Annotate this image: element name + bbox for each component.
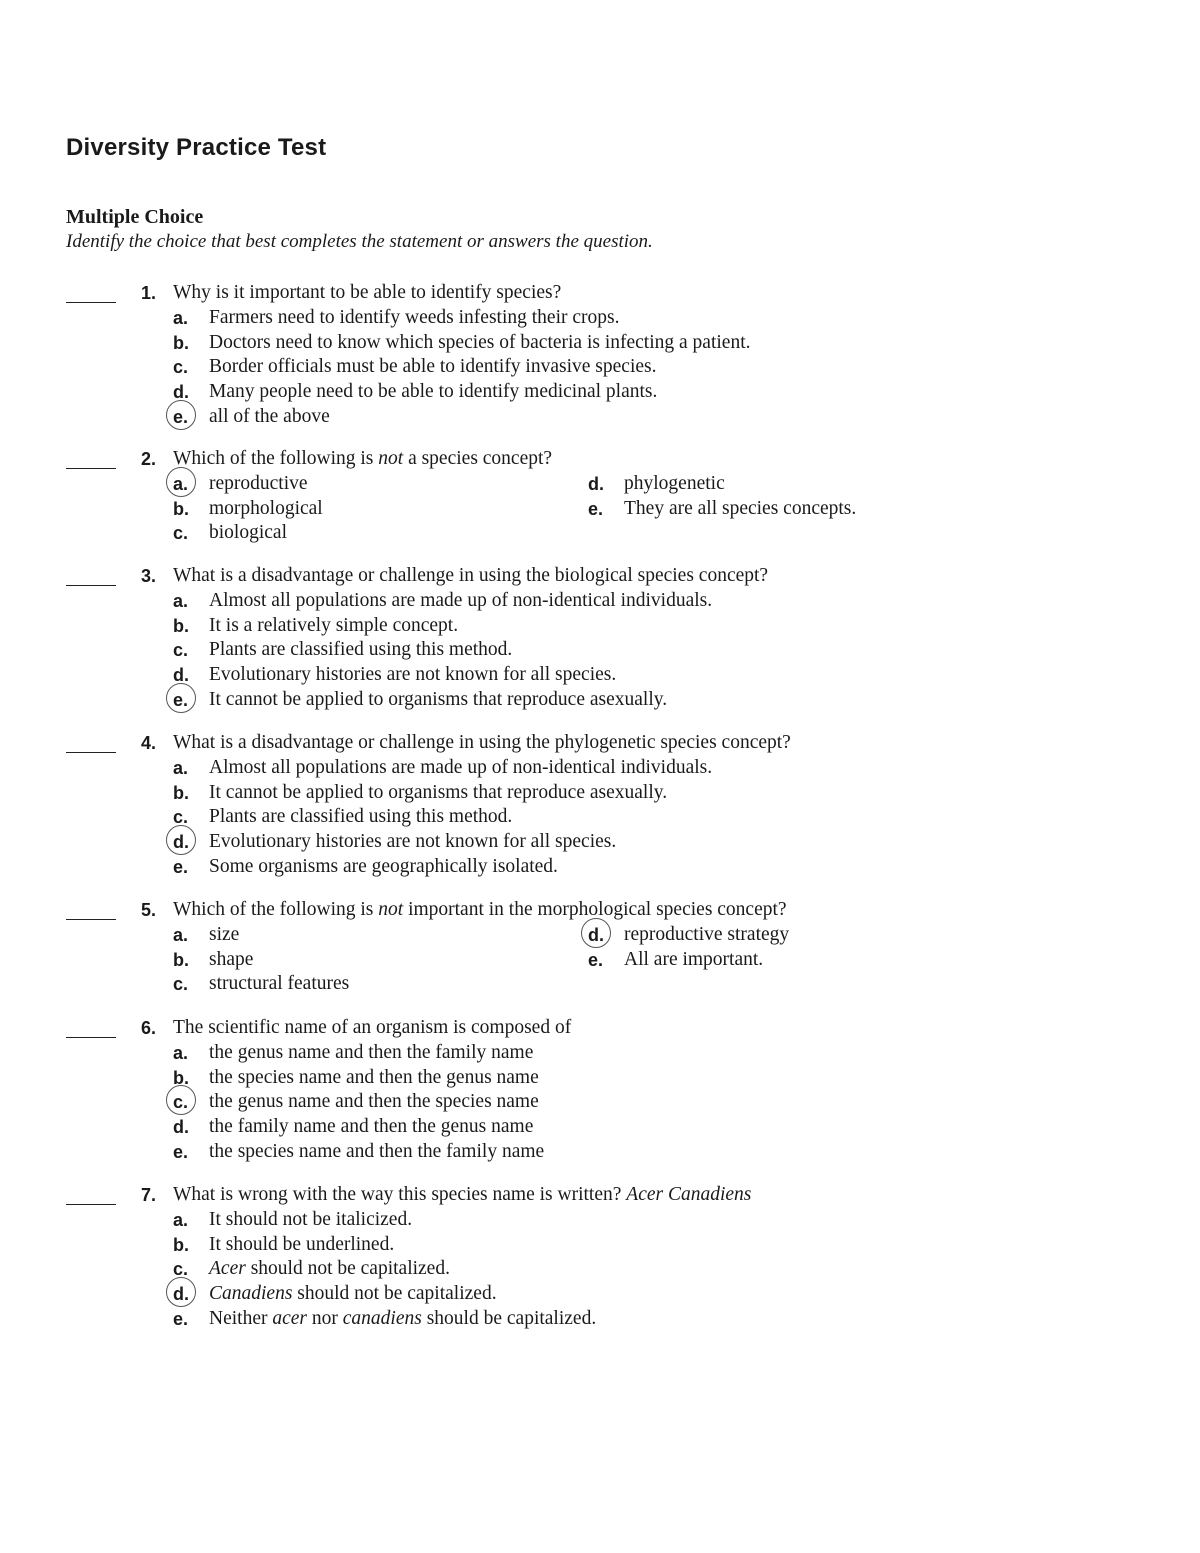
option-letter: c. [173, 640, 189, 661]
text-run: the genus name and then the family name [209, 1041, 534, 1063]
option-text [209, 973, 349, 995]
section-heading: Multiple Choice [66, 206, 204, 228]
text-run: Evolutionary histories are not known for all species. [209, 664, 617, 686]
option-text [209, 381, 657, 403]
text-run: Evolutionary histories are not known for all species. [209, 831, 617, 853]
option-text [209, 1258, 450, 1280]
option-text [624, 949, 763, 971]
answer-circle-mark [581, 918, 611, 948]
option-letter: e. [588, 498, 604, 519]
question-stem [173, 732, 791, 754]
text-run: What is a disadvantage or challenge in using the biological species concept? [173, 565, 769, 586]
question-stem [173, 899, 787, 921]
option-letter: b. [173, 782, 189, 803]
option-letter: b. [173, 498, 189, 519]
text-run: Doctors need to know which species of bacteria is infecting a patient. [209, 331, 751, 353]
text-run: Which of the following is [173, 448, 379, 469]
text-run: shape [209, 948, 254, 970]
text-run: Border officials must be able to identify invasive species. [209, 356, 657, 378]
option-text [209, 1042, 533, 1064]
option-text [209, 782, 667, 804]
option-text [209, 1116, 533, 1138]
italic-text: Canadiens [209, 1283, 293, 1305]
text-run: The scientific name of an organism is composed of [173, 1017, 572, 1038]
option-text [209, 689, 667, 711]
option-text [209, 615, 458, 637]
answer-blank[interactable] [66, 1204, 116, 1205]
option-text [209, 406, 330, 428]
option-letter: c. [173, 974, 189, 995]
option-letter: a. [173, 757, 189, 778]
text-run: Neither [209, 1308, 273, 1329]
option-letter: b. [173, 615, 189, 636]
option-letter: b. [173, 949, 189, 970]
option-text [624, 924, 789, 946]
option-letter: b. [173, 332, 189, 353]
option-text [209, 856, 558, 878]
option-text [209, 1283, 497, 1305]
option-text [624, 473, 725, 495]
text-run: biological [209, 522, 287, 544]
option-text [209, 1067, 539, 1089]
text-run: Plants are classified using this method. [209, 806, 513, 828]
option-letter: a. [173, 590, 189, 611]
text-run: It should be underlined. [209, 1233, 395, 1255]
option-letter: a. [173, 473, 189, 494]
text-run: Which of the following is [173, 899, 379, 920]
question-stem [173, 1184, 751, 1206]
text-run: Why is it important to be able to identify species? [173, 282, 562, 303]
option-text [209, 498, 323, 520]
question-number: 5. [140, 900, 156, 920]
option-letter: e. [173, 1142, 189, 1162]
option-letter: c. [173, 1092, 189, 1113]
option-text [209, 522, 287, 544]
option-letter: c. [173, 1259, 189, 1280]
option-letter: c. [173, 523, 189, 544]
question-number: 4. [140, 733, 156, 753]
option-text [209, 356, 656, 378]
answer-blank[interactable] [66, 468, 116, 469]
answer-circle-mark [166, 683, 196, 713]
answer-blank[interactable] [66, 1037, 116, 1038]
text-run: Many people need to be able to identify medicinal plants. [209, 381, 658, 403]
option-text [209, 1141, 544, 1163]
text-run: Plants are classified using this method. [209, 639, 513, 661]
answer-circle-mark [166, 825, 196, 855]
text-run: all of the above [209, 406, 330, 427]
question-number: 3. [140, 566, 156, 586]
option-text [209, 639, 512, 661]
text-run: should be capitalized. [421, 1308, 597, 1329]
text-run: They are all species concepts. [624, 497, 857, 519]
text-run: reproductive strategy [624, 923, 790, 945]
option-letter: a. [173, 1042, 189, 1063]
option-text [209, 949, 253, 971]
option-letter: e. [173, 1309, 189, 1329]
text-run: size [209, 923, 240, 945]
text-run: What is wrong with the way this species name is written? [173, 1184, 627, 1205]
answer-circle-mark [166, 1085, 196, 1115]
option-text [209, 1209, 412, 1231]
text-run: important in the morphological species concept? [403, 899, 787, 920]
text-run: Farmers need to identify weeds infesting their crops. [209, 306, 620, 328]
option-text [209, 806, 512, 828]
option-letter: d. [173, 382, 189, 403]
italic-text: not [378, 448, 404, 469]
text-run: phylogenetic [624, 472, 725, 494]
option-letter: e. [173, 690, 189, 710]
question-stem [173, 1017, 571, 1039]
option-letter: c. [173, 357, 189, 378]
option-letter: b. [173, 1234, 189, 1255]
text-run: the species name and then the genus name [209, 1066, 539, 1088]
text-run: What is a disadvantage or challenge in using the phylogenetic species concept? [173, 732, 791, 753]
text-run: All are important. [624, 948, 764, 970]
text-run: Almost all populations are made up of non-identical individuals. [209, 589, 713, 611]
option-letter: d. [173, 1117, 189, 1138]
option-text [209, 1308, 596, 1330]
option-letter: a. [173, 924, 189, 945]
answer-blank[interactable] [66, 752, 116, 753]
text-run: structural features [209, 973, 350, 995]
option-letter: d. [173, 1284, 189, 1305]
section-instructions: Identify the choice that best completes the statement or answers the question. [66, 231, 653, 252]
question-stem [173, 565, 768, 587]
option-text [209, 1091, 539, 1113]
question-stem [173, 282, 561, 304]
answer-circle-mark [166, 400, 196, 430]
question-stem [173, 448, 552, 470]
page-title: Diversity Practice Test [66, 134, 327, 161]
text-run: It should not be italicized. [209, 1208, 413, 1230]
option-text [209, 831, 616, 853]
option-text [209, 307, 619, 329]
option-text [209, 332, 751, 354]
option-letter: d. [588, 924, 604, 945]
option-letter: e. [173, 407, 189, 427]
question-number: 6. [140, 1018, 156, 1038]
question-number: 7. [140, 1185, 156, 1205]
text-run: reproductive [209, 472, 308, 494]
option-letter: a. [173, 1209, 189, 1230]
answer-blank[interactable] [66, 302, 116, 303]
option-letter: e. [173, 857, 189, 877]
option-letter: e. [588, 949, 604, 970]
option-text [624, 498, 856, 520]
text-run: should not be capitalized. [292, 1283, 497, 1305]
option-letter: a. [173, 307, 189, 328]
answer-blank[interactable] [66, 919, 116, 920]
italic-text: Acer [209, 1258, 246, 1280]
text-run: It cannot be applied to organisms that reproduce asexually. [209, 781, 668, 803]
text-run: Some organisms are geographically isolated. [209, 856, 558, 877]
text-run: the species name and then the family name [209, 1141, 545, 1162]
option-letter: d. [173, 832, 189, 853]
text-run: the genus name and then the species name [209, 1091, 539, 1113]
option-text [209, 924, 239, 946]
answer-circle-mark [166, 467, 196, 497]
text-run: should not be capitalized. [245, 1258, 450, 1280]
text-run: the family name and then the genus name [209, 1116, 534, 1138]
question-number: 2. [140, 449, 156, 469]
option-letter: b. [173, 1067, 189, 1088]
text-run: Almost all populations are made up of non-identical individuals. [209, 756, 713, 778]
answer-circle-mark [166, 1277, 196, 1307]
option-text [209, 757, 712, 779]
option-text [209, 590, 712, 612]
option-letter: c. [173, 807, 189, 828]
answer-blank[interactable] [66, 585, 116, 586]
text-run: It is a relatively simple concept. [209, 614, 459, 636]
italic-text: acer [272, 1308, 308, 1329]
italic-text: not [378, 899, 404, 920]
italic-text: canadiens [342, 1308, 422, 1329]
text-run: It cannot be applied to organisms that reproduce asexually. [209, 689, 668, 710]
option-letter: d. [173, 665, 189, 686]
italic-text: Acer Canadiens [626, 1184, 752, 1205]
option-letter: d. [588, 473, 604, 494]
option-text [209, 664, 616, 686]
text-run: morphological [209, 497, 323, 519]
option-text [209, 1234, 394, 1256]
question-number: 1. [140, 283, 156, 303]
text-run: nor [307, 1308, 343, 1329]
text-run: a species concept? [403, 448, 553, 469]
option-text [209, 473, 308, 495]
